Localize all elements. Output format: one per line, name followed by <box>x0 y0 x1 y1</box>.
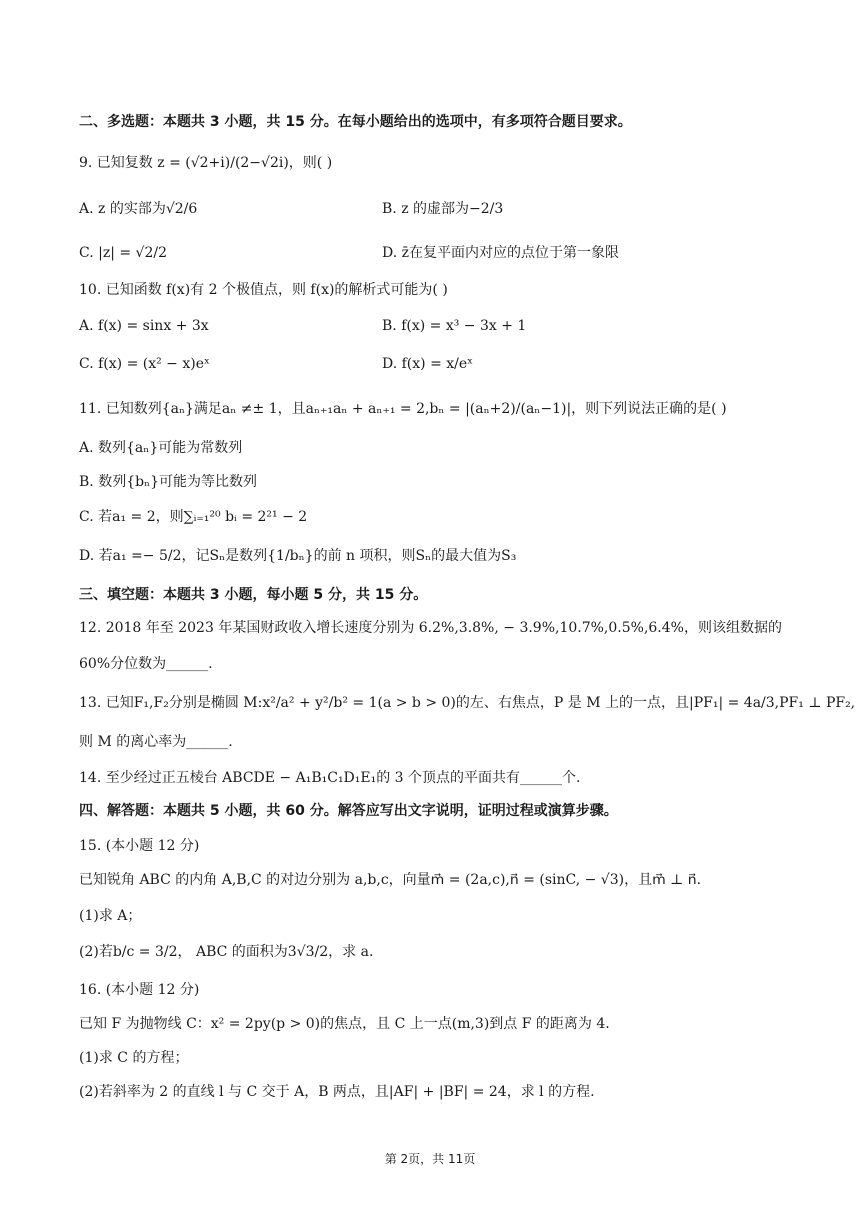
page-footer: 第 2页，共 11页 <box>384 1152 476 1166</box>
question-16-part-2: (2)若斜率为 2 的直线 l 与 C 交于 A，B 两点，且|AF| + |BF| = 24，求 l 的方程. <box>79 1084 595 1100</box>
question-16-stem: 已知 F 为抛物线 C：x² = 2py(p > 0)的焦点，且 C 上一点(m,3)到点 F 的距离为 4. <box>79 1016 610 1032</box>
question-12-line-1: 12. 2018 年至 2023 年某国财政收入增长速度分别为 6.2%,3.8%, − 3.9%,10.7%,0.5%,6.4%，则该组数据的 <box>79 620 782 636</box>
question-9-option-c: C. |z| = √2/2 <box>79 245 168 261</box>
question-13-line-2: 则 M 的离心率为______. <box>79 734 233 750</box>
question-10-option-d: D. f(x) = x/eˣ <box>382 356 474 372</box>
question-9-stem: 9. 已知复数 z = (√2+i)/(2−√2i)，则( ) <box>79 155 333 171</box>
section-heading-multiple-choice: 二、多选题：本题共 3 小题，共 15 分。在每小题给出的选项中，有多项符合题目要求。 <box>79 114 632 130</box>
question-9-option-a: A. z 的实部为√2/6 <box>79 201 198 217</box>
question-15-part-2: (2)若b/c = 3/2， ABC 的面积为3√3/2，求 a. <box>79 944 374 960</box>
question-15-part-1: (1)求 A； <box>79 908 142 924</box>
question-14: 14. 至少经过正五棱台 ABCDE − A₁B₁C₁D₁E₁的 3 个顶点的平面共有______个. <box>79 770 581 786</box>
question-9-option-b: B. z 的虚部为−2/3 <box>382 201 504 217</box>
question-11-stem: 11. 已知数列{aₙ}满足aₙ ≠± 1，且aₙ₊₁aₙ + aₙ₊₁ = 2,bₙ = |(aₙ+2)/(aₙ−1)|，则下列说法正确的是( ) <box>79 401 727 417</box>
question-10-option-c: C. f(x) = (x² − x)eˣ <box>79 356 210 372</box>
question-16-part-1: (1)求 C 的方程； <box>79 1050 189 1066</box>
question-9-option-d: D. z̄在复平面内对应的点位于第一象限 <box>382 245 620 261</box>
question-10-option-a: A. f(x) = sinx + 3x <box>79 318 209 334</box>
question-11-option-c: C. 若a₁ = 2，则∑ᵢ₌₁²⁰ bᵢ = 2²¹ − 2 <box>79 509 308 525</box>
question-10-stem: 10. 已知函数 f(x)有 2 个极值点，则 f(x)的解析式可能为( ) <box>79 282 448 298</box>
question-15-title: 15. (本小题 12 分) <box>79 838 200 854</box>
section-heading-fill-in: 三、填空题：本题共 3 小题，每小题 5 分，共 15 分。 <box>79 587 428 603</box>
question-11-option-d: D. 若a₁ =− 5/2，记Sₙ是数列{1/bₙ}的前 n 项积，则Sₙ的最大值为S₃ <box>79 548 517 564</box>
question-15-stem: 已知锐角 ABC 的内角 A,B,C 的对边分别为 a,b,c，向量m⃗ = (2a,c),n⃗ = (sinC, − √3)，且m⃗ ⊥ n⃗. <box>79 872 702 888</box>
question-11-option-b: B. 数列{bₙ}可能为等比数列 <box>79 474 258 490</box>
question-16-title: 16. (本小题 12 分) <box>79 982 200 998</box>
question-11-option-a: A. 数列{aₙ}可能为常数列 <box>79 440 243 456</box>
question-12-line-2: 60%分位数为______. <box>79 656 213 672</box>
question-10-option-b: B. f(x) = x³ − 3x + 1 <box>382 318 527 334</box>
section-heading-solutions: 四、解答题：本题共 5 小题，共 60 分。解答应写出文字说明，证明过程或演算步骤。 <box>79 803 618 819</box>
question-13-line-1: 13. 已知F₁,F₂分别是椭圆 M:x²/a² + y²/b² = 1(a > b > 0)的左、右焦点，P 是 M 上的一点，且|PF₁| = 4a/3,PF₁ ⊥ PF₂, <box>79 695 856 711</box>
